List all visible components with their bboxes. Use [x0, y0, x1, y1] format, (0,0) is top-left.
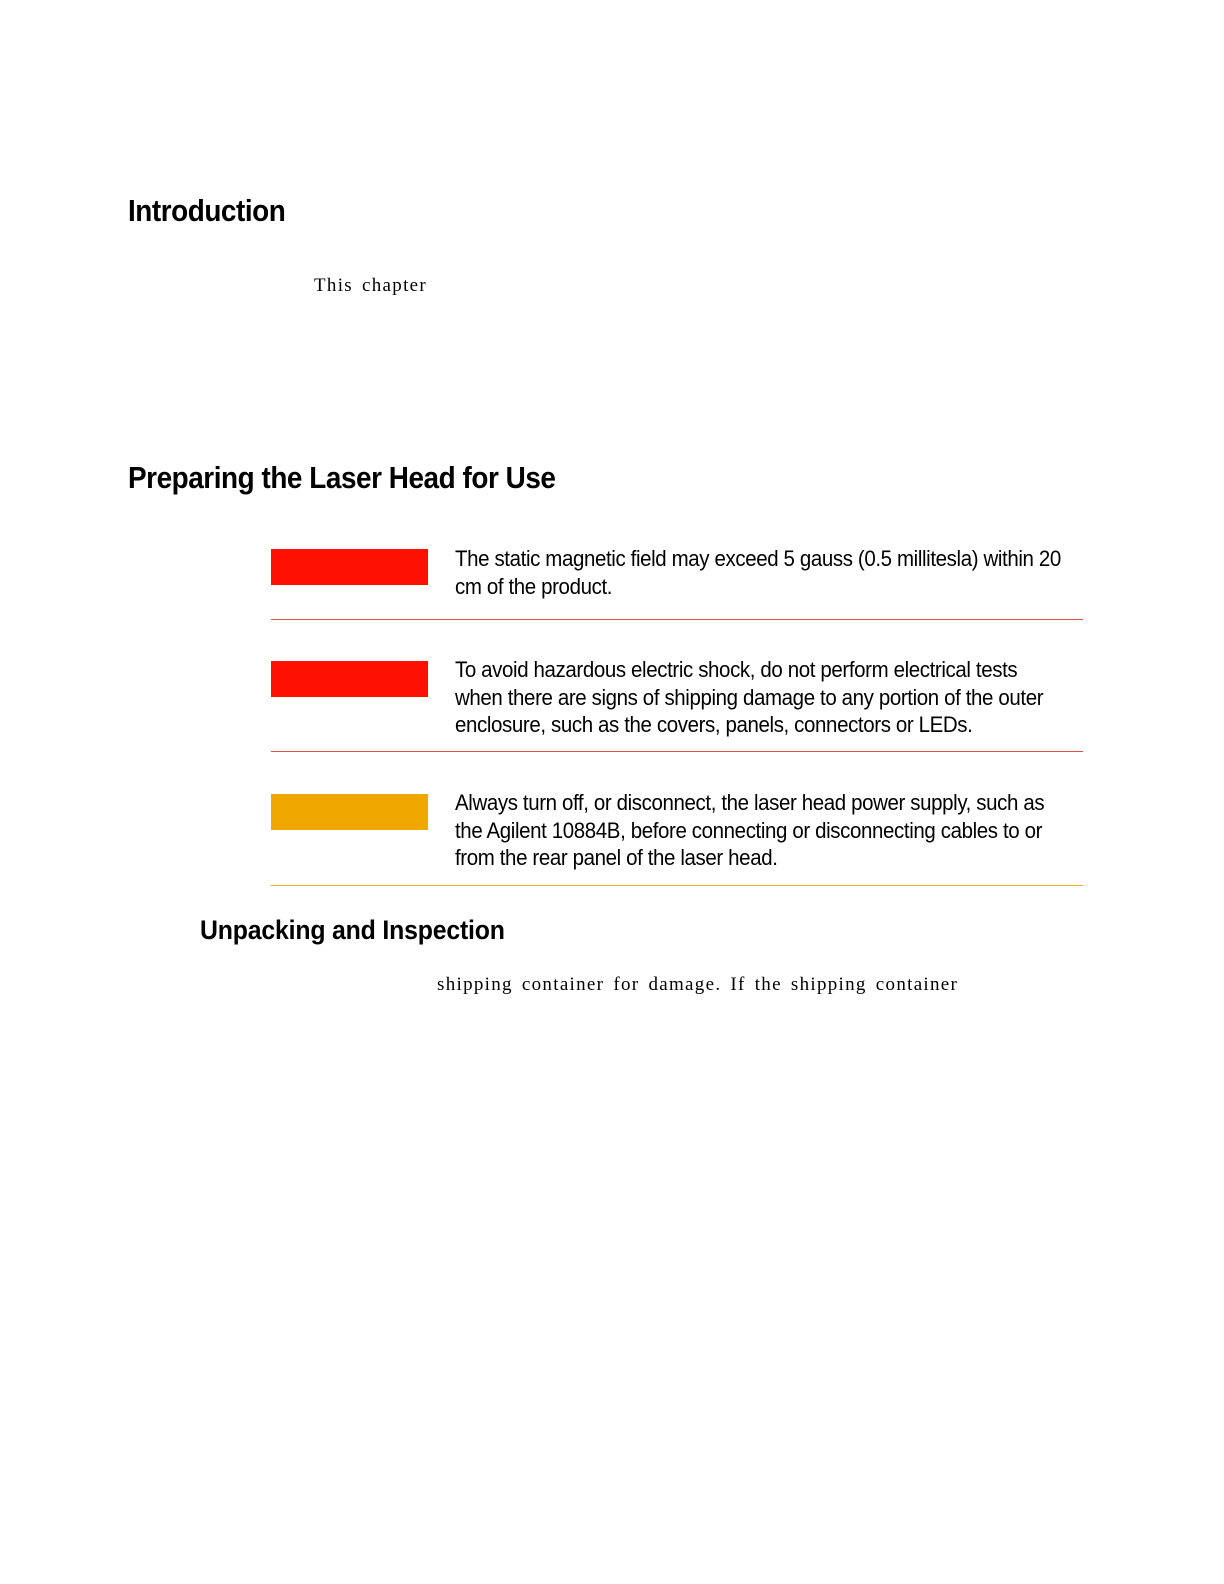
notice-text: To avoid hazardous electric shock, do not perform electrical tests when there are signs of shipping damage to any portion of the outer enclosure, such as the covers, panels, connectors or LEDs. [455, 657, 1044, 737]
introduction-heading: Introduction [128, 193, 286, 228]
warning-label-bar [271, 549, 428, 585]
notice-text: Always turn off, or disconnect, the laser head power supply, such as the Agilent 10884B, before connecting or disconnecting cables to or from the rear panel of the laser head. [455, 790, 1045, 870]
notice-electric-shock [271, 656, 1083, 753]
notice-divider [271, 751, 1083, 752]
notice-divider [271, 885, 1083, 886]
warning-label-bar [271, 661, 428, 697]
notice-power-supply [271, 789, 1083, 887]
unpacking-body: shipping container for damage. If the shipping container [437, 974, 959, 995]
unpacking-heading: Unpacking and Inspection [200, 915, 505, 945]
introduction-body: This chapter [314, 275, 428, 296]
preparing-heading: Preparing the Laser Head for Use [128, 460, 556, 495]
caution-label-bar [271, 794, 428, 830]
notice-divider [271, 619, 1083, 620]
notice-magnetic-field [271, 545, 1083, 621]
notice-text: The static magnetic field may exceed 5 gauss (0.5 millitesla) within 20 cm of the product. [455, 546, 1061, 599]
